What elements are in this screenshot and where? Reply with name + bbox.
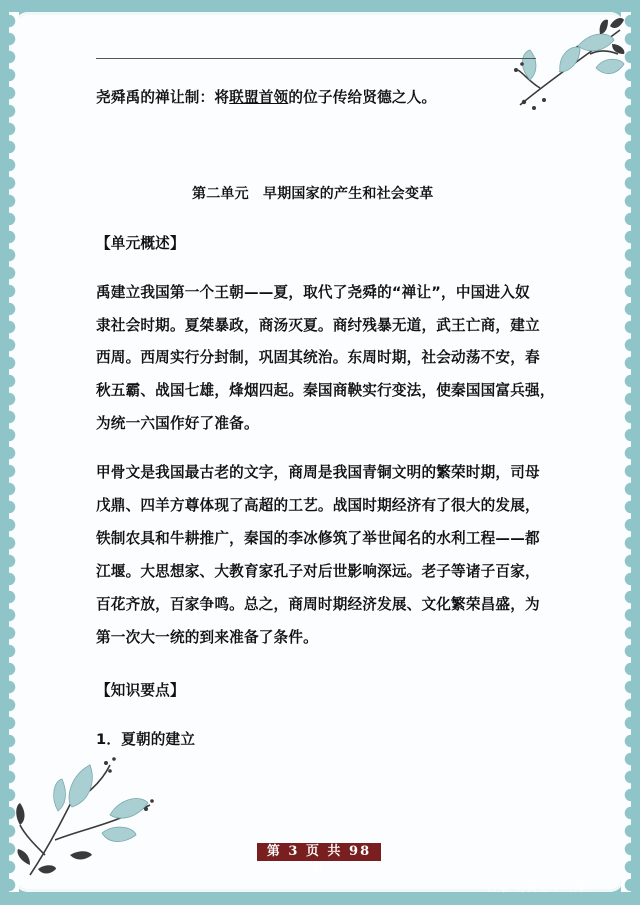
para1-line: 秋五霸、战国七雄，烽烟四起。秦国商鞅实行变法，使秦国国富兵强， — [96, 382, 555, 399]
para1-line: 西周。西周实行分封制，巩固其统治。东周时期，社会动荡不安，春 — [96, 349, 540, 366]
para2-line: 江堰。大思想家、大教育家孔子对后世影响深远。老子等诸子百家， — [96, 563, 540, 580]
section-title: 第二单元 早期国家的产生和社会变革 — [192, 186, 434, 202]
intro-line — [96, 86, 436, 107]
para2-line: 百花齐放，百家争鸣。总之，商周时期经济发展、文化繁荣昌盛，为 — [96, 596, 540, 613]
point-1-heading: 1．夏朝的建立 — [96, 731, 196, 748]
floral-branch-top-right-icon — [500, 10, 628, 120]
para2-line: 第一次大一统的到来准备了条件。 — [96, 629, 318, 646]
page-number-badge: 第 3 页 共 98 页 — [257, 843, 381, 861]
intro-text: 尧舜禹的禅让制：将 — [96, 89, 230, 106]
knowledge-heading: 【知识要点】 — [96, 682, 185, 699]
para1-line: 为统一六国作好了准备。 — [96, 415, 259, 432]
intro-text-tail: 的位子传给贤德之人。 — [288, 89, 437, 106]
header-rule — [96, 58, 536, 59]
para1-line: 隶社会时期。夏桀暴政，商汤灭夏。商纣残暴无道，武王亡商，建立 — [96, 317, 540, 334]
overview-heading: 【单元概述】 — [96, 235, 185, 252]
intro-link-text[interactable]: 联盟首领 — [229, 89, 289, 106]
para1-line: 禹建立我国第一个王朝——夏，取代了尧舜的“禅让”，中国进入奴 — [96, 284, 530, 301]
para2-line: 戊鼎、四羊方尊体现了高超的工艺。战国时期经济有了很大的发展， — [96, 497, 540, 514]
right-scallop-edge — [621, 12, 631, 892]
para2-line: 甲骨文是我国最古老的文字，商周是我国青铜文明的繁荣时期，司母 — [96, 464, 540, 481]
para2-line: 铁制农具和牛耕推广，秦国的李冰修筑了举世闻名的水利工程——都 — [96, 530, 540, 547]
watermark: 百家号/智慧学习库 — [486, 880, 587, 894]
floral-branch-bottom-left-icon — [10, 745, 160, 885]
